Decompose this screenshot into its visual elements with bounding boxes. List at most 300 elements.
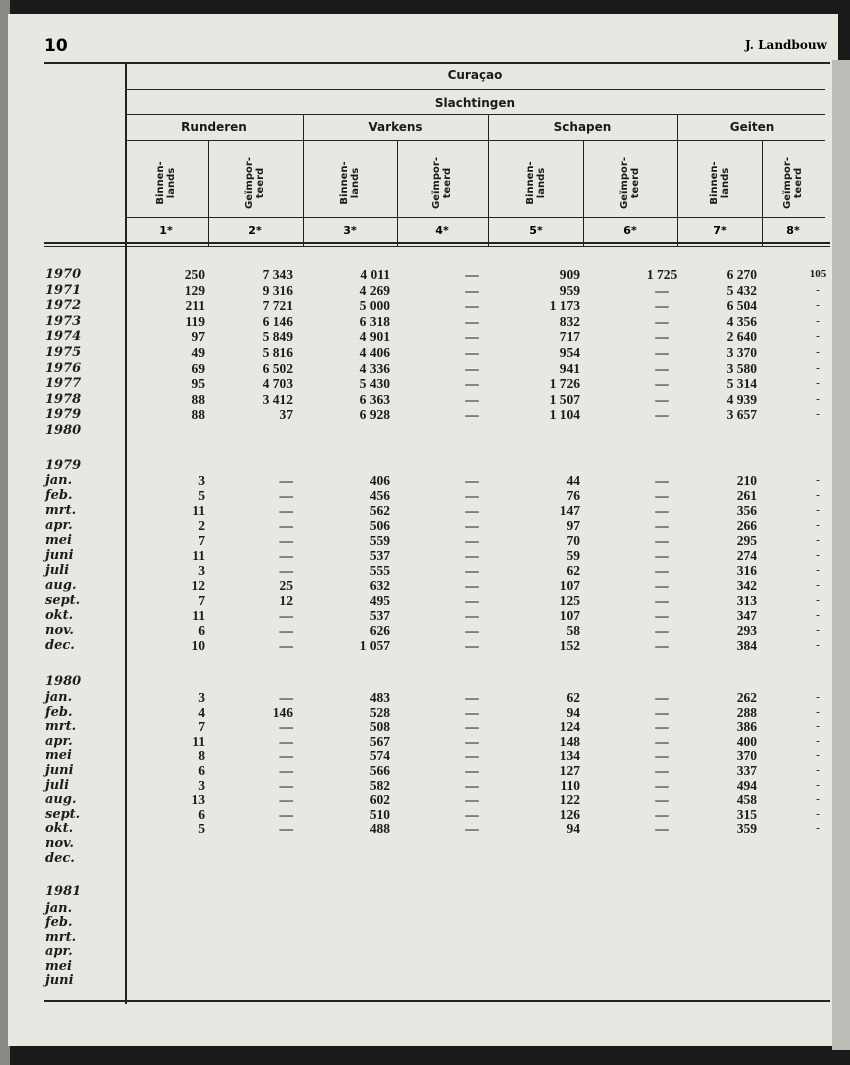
- table-cell: —: [655, 792, 669, 808]
- header-bottom-rule: [44, 246, 830, 247]
- table-cell: 126: [559, 806, 580, 822]
- table-cell: —: [465, 563, 479, 578]
- subcolumn-header: Binnen- lands: [339, 161, 361, 205]
- table-cell: -: [816, 793, 820, 806]
- table-cell: 129: [184, 282, 205, 298]
- row-period-label: okt.: [45, 608, 74, 623]
- table-cell: —: [465, 777, 479, 793]
- table-cell: —: [279, 503, 293, 518]
- table-cell: -: [816, 392, 820, 405]
- table-cell: 5 849: [262, 329, 293, 345]
- table-cell: —: [655, 360, 669, 376]
- table-cell: 13: [191, 792, 205, 808]
- table-cell: 1 104: [549, 407, 580, 423]
- table-cell: -: [816, 474, 820, 486]
- table-cell: 58: [566, 623, 580, 638]
- table-cell: 12: [279, 593, 293, 608]
- row-period-label: 1975: [45, 345, 82, 360]
- table-cell: 5: [198, 821, 205, 837]
- table-cell: —: [655, 806, 669, 822]
- table-cell: —: [279, 690, 293, 705]
- row-period-label: mrt.: [45, 929, 77, 945]
- table-cell: —: [655, 704, 669, 720]
- divider: [488, 115, 489, 246]
- table-cell: 94: [566, 704, 580, 720]
- table-cell: —: [655, 407, 669, 423]
- table-cell: -: [816, 299, 820, 312]
- table-cell: 6 502: [262, 360, 293, 376]
- table-cell: —: [465, 608, 479, 623]
- row-period-label: mei: [45, 748, 72, 764]
- column-number: 2*: [248, 224, 262, 237]
- row-period-label: nov.: [45, 623, 74, 638]
- row-period-label: juni: [45, 548, 74, 563]
- table-cell: —: [655, 593, 669, 608]
- table-cell: —: [655, 763, 669, 778]
- row-period-label: juni: [45, 973, 74, 988]
- table-cell: 146: [272, 704, 293, 720]
- table-cell: 11: [192, 503, 205, 518]
- table-cell: 3: [198, 690, 205, 705]
- table-cell: —: [465, 298, 479, 314]
- table-cell: 384: [736, 638, 757, 653]
- table-cell: 119: [185, 313, 205, 329]
- row-period-label: sept.: [45, 806, 81, 822]
- table-cell: 508: [369, 719, 390, 735]
- table-cell: —: [655, 690, 669, 705]
- table-cell: —: [655, 821, 669, 837]
- subcolumn-header: Geïmpor- teerd: [619, 157, 641, 209]
- column-number: 1*: [159, 224, 173, 237]
- divider: [397, 140, 398, 246]
- table-cell: 959: [559, 282, 580, 298]
- table-cell: —: [279, 821, 293, 837]
- table-cell: 3: [198, 563, 205, 578]
- row-period-label: apr.: [45, 733, 73, 749]
- table-cell: —: [279, 608, 293, 623]
- group-header-geiten: Geiten: [729, 120, 775, 134]
- table-cell: 62: [566, 563, 580, 578]
- table-cell: 510: [369, 806, 390, 822]
- table-cell: 37: [279, 407, 293, 423]
- table-cell: —: [465, 282, 479, 298]
- row-period-label: feb.: [45, 488, 73, 503]
- table-cell: -: [816, 734, 820, 747]
- table-cell: 4 356: [726, 313, 757, 329]
- table-cell: 266: [736, 518, 757, 533]
- table-cell: —: [279, 806, 293, 822]
- table-cell: —: [655, 608, 669, 623]
- divider: [208, 140, 209, 246]
- table-cell: 4 703: [262, 376, 293, 392]
- column-number: 7*: [713, 224, 727, 237]
- row-period-label: 1971: [45, 282, 82, 298]
- table-cell: —: [279, 763, 293, 778]
- row-period-label: 1979: [45, 407, 82, 423]
- group-header-schapen: Schapen: [553, 120, 612, 134]
- table-cell: —: [465, 376, 479, 392]
- table-cell: 602: [369, 792, 390, 808]
- row-period-label: 1973: [45, 313, 82, 329]
- table-cell: 717: [559, 329, 580, 345]
- table-cell: 7: [198, 533, 205, 548]
- table-cell: 4 011: [360, 267, 390, 282]
- row-period-label: dec.: [45, 850, 75, 866]
- table-cell: —: [655, 748, 669, 764]
- table-cell: 315: [736, 806, 757, 822]
- row-period-label: sept.: [45, 593, 81, 608]
- table-cell: 2: [198, 518, 205, 533]
- row-period-label: 1970: [45, 267, 82, 282]
- table-cell: 25: [279, 578, 293, 593]
- row-period-label: juli: [45, 563, 70, 578]
- table-cell: —: [465, 488, 479, 503]
- table-cell: -: [816, 346, 820, 358]
- table-cell: —: [465, 638, 479, 653]
- table-cell: -: [816, 377, 820, 390]
- table-cell: -: [816, 564, 820, 576]
- table-cell: 6 270: [726, 267, 757, 282]
- table-cell: 8: [198, 748, 205, 764]
- table-cell: 210: [736, 473, 757, 488]
- table-cell: —: [279, 733, 293, 749]
- table-cell: —: [465, 313, 479, 329]
- table-cell: —: [279, 719, 293, 735]
- table-cell: 4: [198, 704, 205, 720]
- table-cell: 488: [369, 821, 390, 837]
- table-cell: 88: [191, 391, 205, 407]
- table-cell: —: [279, 533, 293, 548]
- table-cell: 3 657: [726, 407, 757, 423]
- table-cell: —: [465, 733, 479, 749]
- table-cell: 97: [191, 329, 205, 345]
- table-cell: —: [465, 329, 479, 345]
- table-cell: -: [816, 749, 820, 762]
- table-cell: 582: [369, 777, 390, 793]
- subcolumn-header: Geïmpor- teerd: [244, 157, 266, 209]
- table-cell: 832: [559, 313, 580, 329]
- table-cell: 44: [566, 473, 580, 488]
- table-cell: 6 504: [726, 298, 757, 314]
- table-cell: -: [816, 361, 820, 374]
- table-cell: -: [816, 504, 820, 516]
- table-cell: 566: [369, 763, 390, 778]
- row-period-label: 1978: [45, 391, 82, 407]
- table-cell: —: [655, 329, 669, 345]
- section-year-label: 1980: [45, 674, 82, 689]
- table-cell: 555: [369, 563, 390, 578]
- row-period-label: jan.: [45, 473, 73, 488]
- table-cell: 941: [559, 360, 580, 376]
- table-cell: -: [816, 330, 820, 343]
- table-cell: -: [816, 594, 820, 606]
- table-cell: 124: [559, 719, 580, 735]
- table-cell: 567: [369, 733, 390, 749]
- table-cell: 3 412: [262, 391, 293, 407]
- row-period-label: apr.: [45, 518, 73, 533]
- table-cell: —: [655, 578, 669, 593]
- table-cell: —: [279, 748, 293, 764]
- row-period-label: mrt.: [45, 719, 77, 735]
- table-cell: 94: [566, 821, 580, 837]
- row-period-label: aug.: [45, 792, 77, 808]
- row-period-label: feb.: [45, 915, 73, 931]
- table-cell: -: [816, 720, 820, 733]
- table-cell: —: [655, 298, 669, 314]
- table-title: Curaçao: [447, 68, 503, 82]
- table-cell: 76: [566, 488, 580, 503]
- table-cell: 7: [198, 719, 205, 735]
- row-period-label: 1977: [45, 376, 82, 392]
- table-cell: 537: [369, 548, 390, 563]
- table-cell: 59: [566, 548, 580, 563]
- table-cell: 211: [185, 298, 205, 314]
- table-cell: -: [816, 778, 820, 791]
- row-period-label: 1972: [45, 298, 82, 314]
- table-cell: 288: [736, 704, 757, 720]
- table-cell: 316: [736, 563, 757, 578]
- table-cell: 559: [369, 533, 390, 548]
- table-cell: 88: [191, 407, 205, 423]
- row-period-label: 1980: [45, 423, 82, 438]
- table-cell: —: [279, 488, 293, 503]
- table-cell: 528: [369, 704, 390, 720]
- table-cell: 313: [736, 593, 757, 608]
- table-cell: 4 269: [359, 282, 390, 298]
- table-cell: —: [655, 376, 669, 392]
- table-cell: —: [279, 518, 293, 533]
- table-cell: 356: [736, 503, 757, 518]
- table-cell: -: [816, 408, 820, 421]
- table-cell: —: [655, 563, 669, 578]
- table-cell: —: [655, 533, 669, 548]
- table-cell: —: [465, 548, 479, 563]
- table-cell: -: [816, 519, 820, 531]
- row-period-label: nov.: [45, 836, 74, 851]
- table-cell: 5 000: [359, 298, 390, 314]
- table-cell: —: [655, 282, 669, 298]
- row-period-label: juli: [45, 777, 70, 793]
- table-cell: —: [465, 792, 479, 808]
- table-cell: —: [655, 345, 669, 360]
- table-cell: 1 173: [549, 298, 580, 314]
- table-cell: 5: [198, 488, 205, 503]
- table-cell: —: [465, 391, 479, 407]
- stub-column-rule: [125, 64, 127, 1004]
- table-cell: —: [279, 563, 293, 578]
- table-cell: 107: [559, 578, 580, 593]
- table-cell: 5 432: [726, 282, 757, 298]
- column-number: 6*: [623, 224, 637, 237]
- table-cell: 5 314: [726, 376, 757, 392]
- table-cell: 125: [559, 593, 580, 608]
- table-cell: —: [465, 719, 479, 735]
- bottom-rule: [44, 1000, 830, 1002]
- table-cell: 147: [559, 503, 580, 518]
- divider: [125, 114, 825, 115]
- row-period-label: okt.: [45, 821, 74, 837]
- table-cell: -: [816, 549, 820, 561]
- table-cell: 458: [736, 792, 757, 808]
- subcolumn-header: Geïmpor- teerd: [782, 157, 804, 209]
- table-cell: —: [655, 473, 669, 488]
- table-cell: 7 343: [262, 267, 293, 282]
- table-cell: 1 057: [359, 638, 390, 653]
- table-cell: —: [465, 473, 479, 488]
- row-period-label: mei: [45, 958, 72, 974]
- divider: [303, 115, 304, 246]
- table-cell: -: [816, 624, 820, 636]
- row-period-label: mei: [45, 533, 72, 548]
- table-cell: 295: [736, 533, 757, 548]
- table-cell: 127: [559, 763, 580, 778]
- table-cell: —: [465, 518, 479, 533]
- row-period-label: juni: [45, 763, 74, 778]
- table-cell: 370: [736, 748, 757, 764]
- column-number: 5*: [529, 224, 543, 237]
- table-cell: 152: [559, 638, 580, 653]
- table-cell: 6: [198, 806, 205, 822]
- section-year-label: 1979: [45, 458, 82, 473]
- table-cell: —: [655, 719, 669, 735]
- table-cell: -: [816, 807, 820, 820]
- page-number: 10: [44, 36, 68, 56]
- table-cell: 6 318: [359, 313, 390, 329]
- divider: [125, 89, 825, 90]
- table-cell: 1 725: [646, 267, 678, 282]
- table-cell: 4 406: [359, 345, 390, 360]
- subcolumn-header: Binnen- lands: [155, 161, 177, 205]
- table-cell: —: [465, 704, 479, 720]
- table-cell: 347: [736, 608, 757, 623]
- table-cell: -: [816, 314, 820, 327]
- table-cell: —: [465, 623, 479, 638]
- table-cell: -: [816, 489, 820, 501]
- table-cell: 70: [566, 533, 580, 548]
- table-cell: 909: [559, 267, 580, 282]
- row-period-label: 1976: [45, 360, 82, 376]
- table-cell: 293: [736, 623, 757, 638]
- table-cell: —: [655, 391, 669, 407]
- table-cell: 495: [369, 593, 390, 608]
- table-cell: 406: [369, 473, 390, 488]
- group-header-runderen: Runderen: [181, 120, 247, 134]
- table-cell: 400: [736, 733, 757, 749]
- table-cell: —: [465, 503, 479, 518]
- table-cell: 250: [184, 267, 205, 282]
- table-cell: —: [279, 548, 293, 563]
- table-cell: 10: [191, 638, 205, 653]
- table-cell: 274: [736, 548, 757, 563]
- table-cell: 95: [191, 376, 205, 392]
- table-cell: 1 726: [549, 376, 580, 392]
- table-cell: 7: [198, 593, 205, 608]
- row-period-label: 1974: [45, 329, 82, 345]
- column-number: 4*: [435, 224, 449, 237]
- table-cell: 5 430: [359, 376, 390, 392]
- table-cell: —: [465, 345, 479, 360]
- table-cell: -: [816, 691, 820, 703]
- table-cell: 11: [192, 548, 205, 563]
- table-cell: -: [816, 639, 820, 651]
- table-cell: —: [465, 748, 479, 764]
- table-cell: 69: [191, 360, 205, 376]
- table-cell: 342: [736, 578, 757, 593]
- table-cell: 4 939: [726, 391, 757, 407]
- section-year-label: 1981: [45, 884, 82, 899]
- table-cell: 110: [560, 777, 580, 793]
- table-cell: -: [816, 764, 820, 776]
- divider: [677, 115, 678, 246]
- table-cell: —: [279, 792, 293, 808]
- table-cell: —: [465, 407, 479, 423]
- table-cell: 261: [736, 488, 757, 503]
- row-period-label: dec.: [45, 638, 75, 653]
- table-cell: 3: [198, 473, 205, 488]
- table-cell: 337: [736, 763, 757, 778]
- subcolumn-header: Geïmpor- teerd: [431, 157, 453, 209]
- table-cell: —: [279, 623, 293, 638]
- table-cell: —: [279, 473, 293, 488]
- divider: [583, 140, 584, 246]
- row-period-label: mrt.: [45, 503, 77, 518]
- table-cell: 11: [192, 608, 205, 623]
- table-cell: -: [816, 283, 820, 296]
- table-cell: 107: [559, 608, 580, 623]
- subcolumn-header: Binnen- lands: [525, 161, 547, 205]
- table-cell: —: [655, 313, 669, 329]
- table-cell: 105: [809, 268, 827, 280]
- table-cell: —: [655, 503, 669, 518]
- table-cell: 11: [192, 733, 205, 749]
- table-cell: -: [816, 822, 820, 835]
- table-cell: 6: [198, 763, 205, 778]
- table-subtitle: Slachtingen: [434, 96, 516, 110]
- top-rule: [44, 62, 830, 64]
- table-cell: —: [465, 763, 479, 778]
- table-cell: 6 146: [262, 313, 293, 329]
- row-period-label: jan.: [45, 690, 73, 705]
- table-cell: 483: [369, 690, 390, 705]
- table-cell: 6: [198, 623, 205, 638]
- row-period-label: jan.: [45, 901, 73, 916]
- table-cell: 954: [559, 345, 580, 360]
- table-cell: 4 901: [359, 329, 390, 345]
- table-cell: 97: [566, 518, 580, 533]
- column-number: 3*: [343, 224, 357, 237]
- table-cell: 1 507: [549, 391, 580, 407]
- group-header-varkens: Varkens: [368, 120, 423, 134]
- table-cell: -: [816, 579, 820, 591]
- subcolumn-header: Binnen- lands: [709, 161, 731, 205]
- table-cell: 7 721: [262, 298, 293, 314]
- table-cell: —: [465, 690, 479, 705]
- table-cell: -: [816, 609, 820, 621]
- table-cell: —: [655, 733, 669, 749]
- table-cell: 632: [369, 578, 390, 593]
- table-cell: 4 336: [359, 360, 390, 376]
- running-title: J. Landbouw: [745, 38, 827, 52]
- table-cell: 5 816: [262, 345, 293, 360]
- table-cell: 359: [736, 821, 757, 837]
- table-cell: 62: [566, 690, 580, 705]
- table-cell: —: [465, 806, 479, 822]
- column-number: 8*: [786, 224, 800, 237]
- table-cell: —: [279, 638, 293, 653]
- divider: [125, 140, 825, 141]
- row-period-label: apr.: [45, 944, 73, 960]
- table-cell: —: [655, 488, 669, 503]
